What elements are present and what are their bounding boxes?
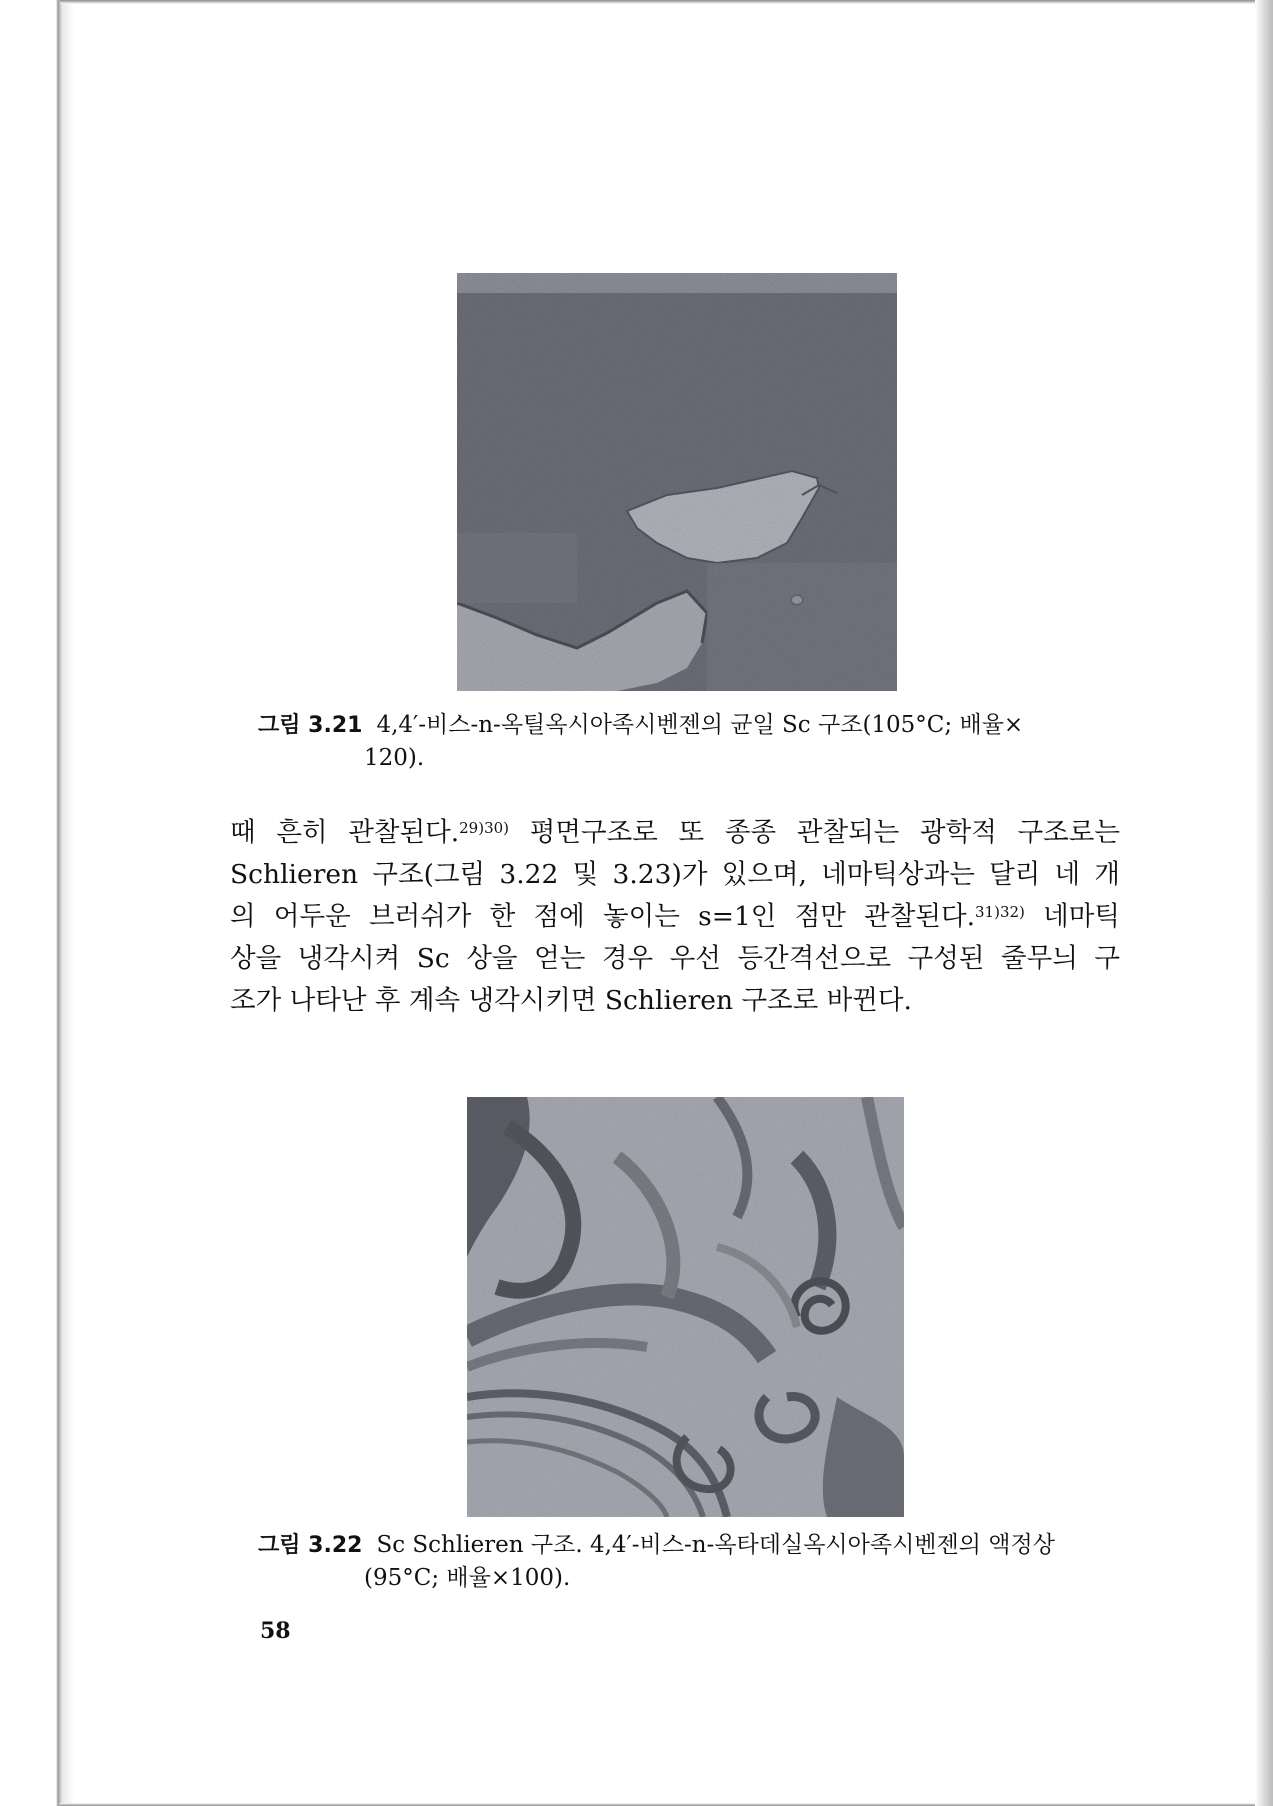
figure-3-21-caption-line2: 120). xyxy=(364,745,425,771)
paragraph-line-3-text: 의 어두운 브러쉬가 한 점에 놓이는 s=1인 점만 관찰된다. xyxy=(230,901,975,932)
figure-3-22-label: 그림 3.22 xyxy=(258,1533,363,1558)
figure-3-22-micrograph xyxy=(467,1097,904,1517)
body-paragraph xyxy=(230,812,1120,1022)
figure-3-22-caption-line2: (95°C; 배율×100). xyxy=(364,1565,571,1591)
paragraph-line-4: 상을 냉각시켜 Sc 상을 얻는 경우 우선 등간격선으로 구성된 줄무늬 구 xyxy=(230,943,1120,974)
figure-3-21-caption-line1: 4,4′-비스-n-옥틸옥시아족시벤젠의 균일 Sc 구조(105°C; 배율× xyxy=(376,712,1024,738)
paragraph-line-5: 조가 나타난 후 계속 냉각시키면 Schlieren 구조로 바뀐다. xyxy=(230,985,912,1016)
page-binding-edge xyxy=(0,0,78,1806)
page-number: 58 xyxy=(260,1618,291,1644)
paragraph-line-2: Schlieren 구조(그림 3.22 및 3.23)가 있으며, 네마틱상과는 달리 네 개 xyxy=(230,859,1120,890)
figure-3-22-caption xyxy=(258,1529,1138,1595)
page-right-shadow xyxy=(1255,0,1273,1806)
paragraph-line-3-rest: 네마틱 xyxy=(1024,901,1120,932)
figure-3-21-micrograph xyxy=(457,273,897,691)
figure-3-21-label: 그림 3.21 xyxy=(258,713,363,738)
paragraph-line-1-rest: 평면구조로 또 종종 관찰되는 광학적 구조로는 xyxy=(509,817,1120,848)
reference-31-32: 31)32) xyxy=(975,903,1025,921)
paragraph-line-3 xyxy=(230,896,1120,938)
figure-3-22-caption-line1: Sc Schlieren 구조. 4,4′-비스-n-옥타데실옥시아족시벤젠의 액정상 xyxy=(376,1532,1055,1558)
paragraph-line-1 xyxy=(230,812,1120,854)
paragraph-line-1-text: 때 흔히 관찰된다. xyxy=(230,817,460,848)
page-top-edge xyxy=(60,0,1260,4)
figure-3-21-caption xyxy=(258,709,1128,775)
reference-29-30: 29)30) xyxy=(459,819,510,837)
